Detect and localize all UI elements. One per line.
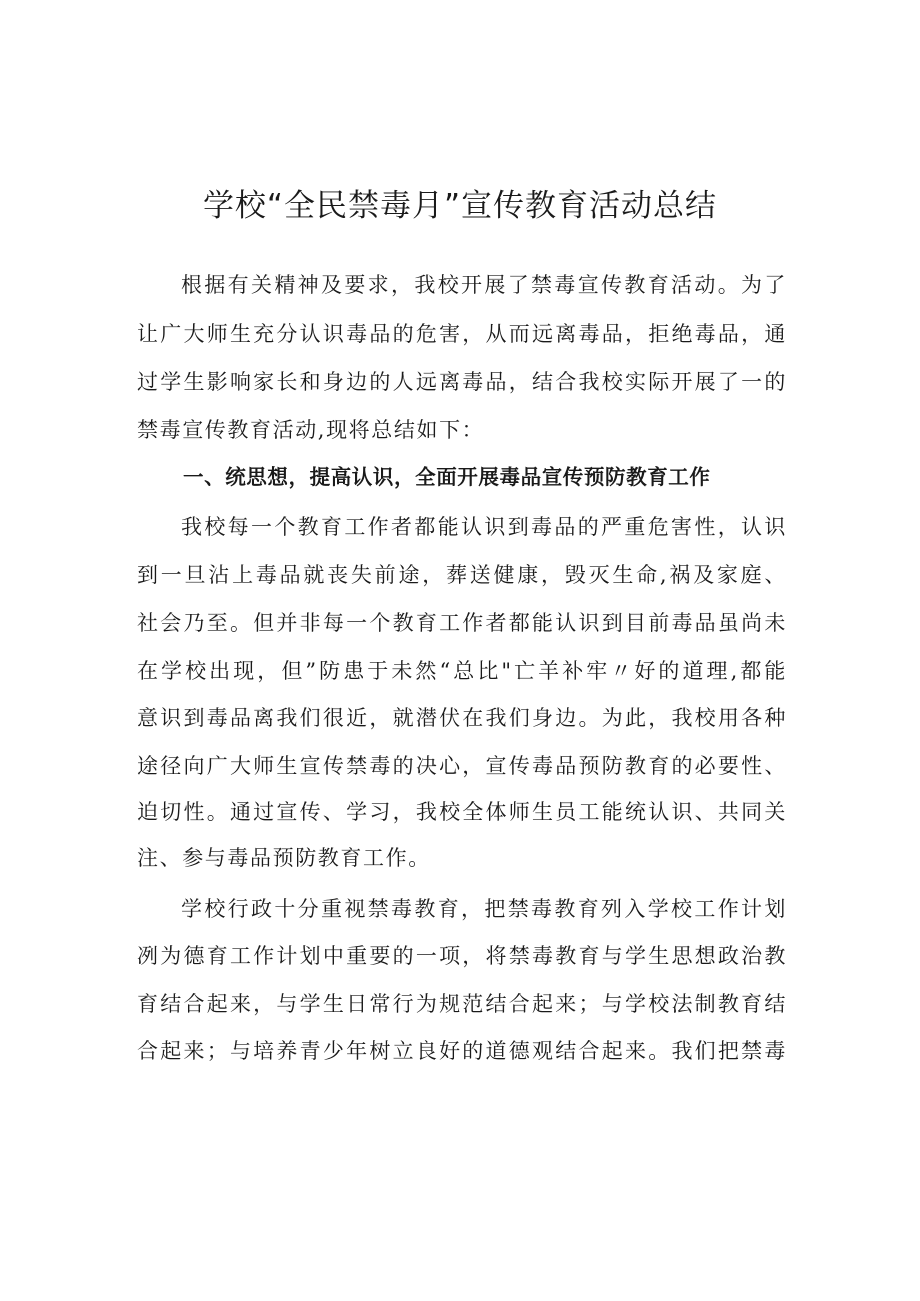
paragraph-line: 到一旦沾上毒品就丧失前途，葬送健康，毁灭生命,祸及家庭、 [137, 563, 787, 587]
paragraph-line: 过学生影响家长和身边的人远离毒品，结合我校实际开展了一的 [137, 370, 787, 394]
paragraph-line: 注、参与毒品预防教育工作。 [137, 846, 431, 870]
paragraph-line: 合起来；与培养青少年树立良好的道德观结合起来。我们把禁毒 [137, 1039, 787, 1063]
paragraph-line: 育结合起来，与学生日常行为规范结合起来；与学校法制教育结 [137, 992, 787, 1016]
document-title: 学校“全民禁毒月”宣传教育活动总结 [202, 188, 718, 224]
paragraph-line: 我校每一个教育工作者都能认识到毒品的严重危害性，认识 [181, 515, 787, 539]
paragraph-line: 冽为德育工作计划中重要的一项，将禁毒教育与学生思想政治教 [137, 944, 787, 968]
paragraph-line: 根据有关精神及要求，我校开展了禁毒宣传教育活动。为了 [181, 273, 787, 297]
paragraph-line: 学校行政十分重视禁毒教育，把禁毒教育列入学校工作计划 [181, 897, 787, 921]
paragraph-line: 迫切性。通过宣传、学习，我校全体师生员工能统认识、共同关 [137, 800, 787, 824]
paragraph-line: 意识到毒品离我们很近，就潜伏在我们身边。为此，我校用各种 [137, 706, 787, 730]
paragraph-line: 让广大师生充分认识毒品的危害，从而远离毒品，拒绝毒品，通 [137, 322, 787, 346]
paragraph-line: 禁毒宣传教育活动,现将总结如下： [137, 418, 485, 442]
paragraph-line: 在学校出现，但”防患于未然“总比"亡羊补牢〃好的道理,都能 [137, 659, 787, 683]
section-heading: 一、统思想，提高认识，全面开展毒品宣传预防教育工作 [183, 465, 711, 489]
paragraph-line: 途径向广大师生宣传禁毒的决心，宣传毒品预防教育的必要性、 [137, 754, 787, 778]
paragraph-line: 社会乃至。但并非每一个教育工作者都能认识到目前毒品虽尚未 [137, 611, 787, 635]
